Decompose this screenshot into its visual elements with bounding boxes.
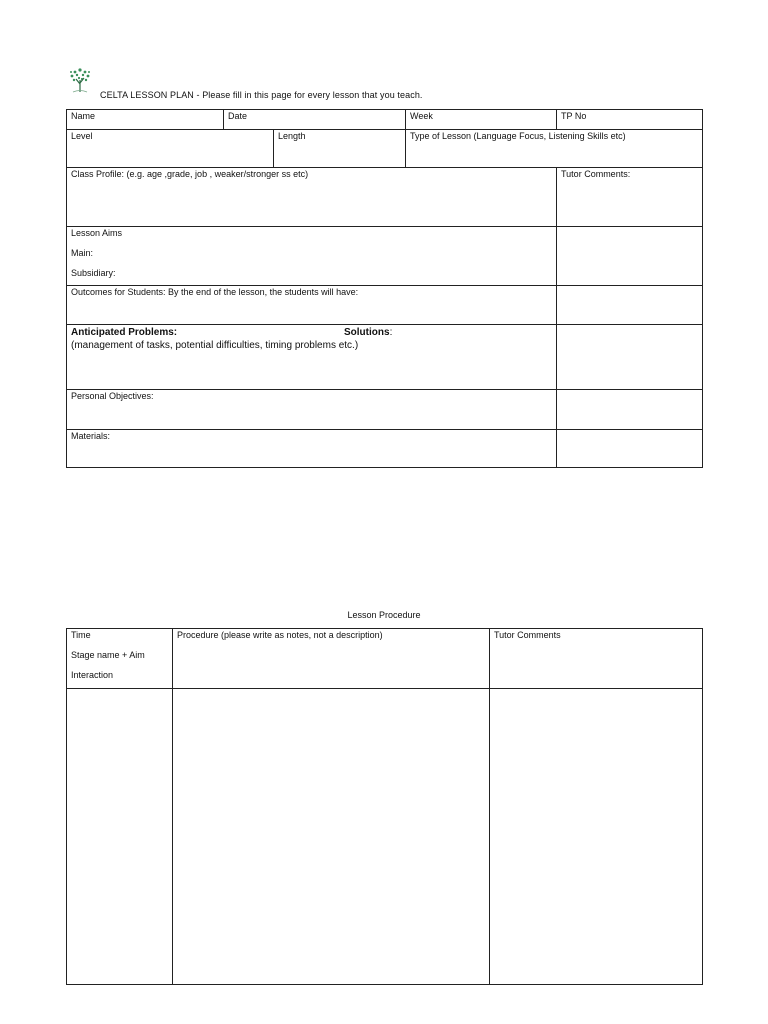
table-row: [67, 325, 703, 390]
type-cell[interactable]: [406, 130, 703, 168]
name-label: Name: [71, 111, 96, 121]
interaction-label: Interaction: [71, 670, 114, 680]
problems-label: Anticipated Problems:: [71, 327, 178, 338]
tp-label: TP No: [561, 111, 587, 121]
objectives-cell[interactable]: [67, 390, 557, 430]
length-label: Length: [278, 131, 306, 141]
time-body-cell[interactable]: [67, 689, 173, 985]
solutions-label: Solutions: [344, 327, 390, 338]
aims-cell[interactable]: [67, 227, 557, 286]
outcomes-cell[interactable]: [67, 286, 557, 325]
outcomes-label: Outcomes for Students: By the end of the lesson, the students will have:: [71, 287, 359, 297]
problems-note: (management of tasks, potential difficulties, timing problems etc.): [71, 340, 359, 351]
tree-logo-icon: [66, 66, 94, 94]
table-row: [67, 390, 703, 430]
time-header-cell: [67, 629, 173, 689]
table-row: [67, 168, 703, 227]
tutor-comments-header: Tutor Comments: [494, 630, 561, 640]
objectives-comments-cell[interactable]: [557, 390, 703, 430]
table-row: [67, 629, 703, 689]
class-profile-cell[interactable]: [67, 168, 557, 227]
main-aim-label: Main:: [71, 248, 94, 258]
week-label: Week: [410, 111, 433, 121]
materials-cell[interactable]: [67, 430, 557, 468]
name-cell[interactable]: [67, 110, 224, 130]
problems-cell[interactable]: Anticipated Problems: Solutions: (management of tasks, potential difficulties, timing problems etc.): [67, 325, 557, 390]
subsidiary-aim-label: Subsidiary:: [71, 268, 116, 278]
aims-comments-cell[interactable]: [557, 227, 703, 286]
tp-cell[interactable]: [557, 110, 703, 130]
objectives-label: Personal Objectives:: [71, 391, 154, 401]
class-profile-label: Class Profile: (e.g. age ,grade, job , weaker/stronger ss etc): [71, 169, 309, 179]
stage-label: Stage name + Aim: [71, 650, 145, 660]
page-title: CELTA LESSON PLAN - Please fill in this page for every lesson that you teach.: [100, 90, 423, 100]
tutor-comments-cell[interactable]: [557, 168, 703, 227]
length-cell[interactable]: [274, 130, 406, 168]
procedure-body-cell[interactable]: [173, 689, 490, 985]
table-row: [67, 286, 703, 325]
procedure-table: [66, 628, 703, 985]
tutor-header-cell: [490, 629, 703, 689]
materials-label: Materials:: [71, 431, 111, 441]
materials-comments-cell[interactable]: [557, 430, 703, 468]
type-label: Type of Lesson (Language Focus, Listening Skills etc): [410, 131, 626, 141]
tutor-body-cell[interactable]: [490, 689, 703, 985]
level-cell[interactable]: [67, 130, 274, 168]
time-label: Time: [71, 630, 91, 640]
date-cell[interactable]: [224, 110, 406, 130]
procedure-title: Lesson Procedure: [347, 610, 421, 620]
procedure-header-cell: [173, 629, 490, 689]
procedure-label: Procedure (please write as notes, not a description): [177, 630, 383, 640]
aims-label: Lesson Aims: [71, 228, 123, 238]
lesson-plan-table: [66, 109, 703, 468]
table-row: [67, 430, 703, 468]
problems-comments-cell[interactable]: [557, 325, 703, 390]
tutor-comments-label: Tutor Comments:: [561, 169, 631, 179]
table-row: [67, 130, 703, 168]
table-row: [67, 689, 703, 985]
date-label: Date: [228, 111, 248, 121]
level-label: Level: [71, 131, 93, 141]
table-row: [67, 110, 703, 130]
outcomes-comments-cell[interactable]: [557, 286, 703, 325]
week-cell[interactable]: [406, 110, 557, 130]
table-row: [67, 227, 703, 286]
